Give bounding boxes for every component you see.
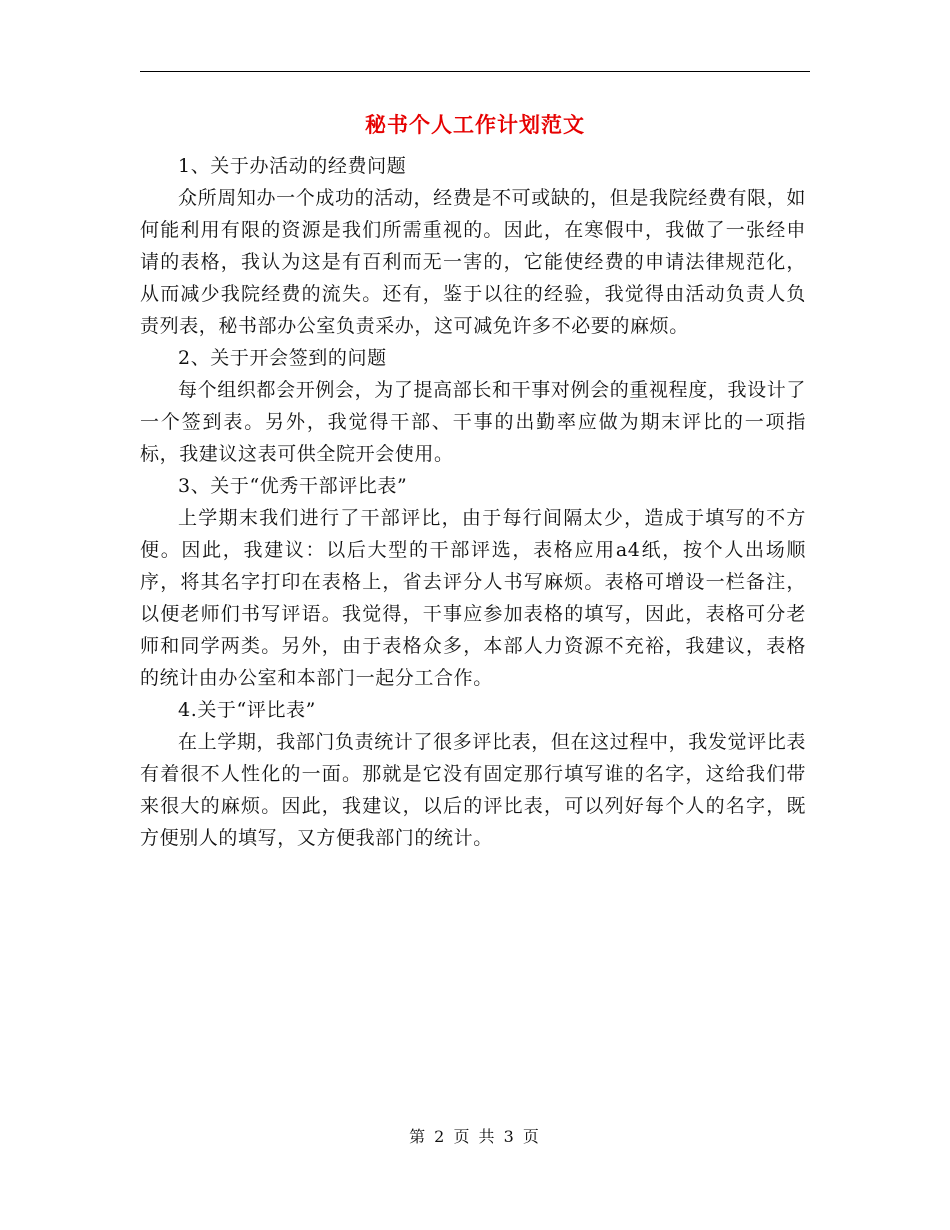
header-rule (140, 71, 810, 72)
heading-evaluation-form: 4.关于“评比表” (178, 699, 316, 721)
heading-cadre-evaluation: 3、关于“优秀干部评比表” (178, 475, 408, 497)
document-body (140, 150, 806, 854)
paragraph-funding: 众所周知办一个成功的活动，经费是不可或缺的，但是我院经费有限，如何能利用有限的资源是我们所需重视的。因此，在寒假中，我做了一张经申请的表格，我认为这是有百利而无一害的，它能使经费的申请法律规范化，从而减少我院经费的流失。还有，鉴于以往的经验，我觉得由活动负责人负责列表，秘书部办公室负责采办，这可减免许多不必要的麻烦。 (140, 187, 806, 337)
paragraph-cadre-evaluation: 上学期末我们进行了干部评比，由于每行间隔太少，造成于填写的不方便。因此，我建议：以后大型的干部评选，表格应用a4纸，按个人出场顺序，将其名字打印在表格上，省去评分人书写麻烦。表格可增设一栏备注，以便老师们书写评语。我觉得，干事应参加表格的填写，因此，表格可分老师和同学两类。另外，由于表格众多，本部人力资源不充裕，我建议，表格的统计由办公室和本部门一起分工合作。 (140, 507, 806, 689)
paragraph-evaluation-form: 在上学期，我部门负责统计了很多评比表，但在这过程中，我发觉评比表有着很不人性化的一面。那就是它没有固定那行填写谁的名字，这给我们带来很大的麻烦。因此，我建议，以后的评比表，可以列好每个人的名字，既方便别人的填写，又方便我部门的统计。 (140, 731, 806, 849)
heading-funding: 1、关于办活动的经费问题 (178, 155, 407, 177)
paragraph-sign-in: 每个组织都会开例会，为了提高部长和干事对例会的重视程度，我设计了一个签到表。另外，我觉得干部、干事的出勤率应做为期末评比的一项指标，我建议这表可供全院开会使用。 (140, 379, 806, 465)
heading-sign-in: 2、关于开会签到的问题 (178, 347, 387, 369)
page-number-footer: 第 2 页 共 3 页 (409, 1127, 541, 1146)
document-title: 秘书个人工作计划范文 (365, 112, 585, 137)
